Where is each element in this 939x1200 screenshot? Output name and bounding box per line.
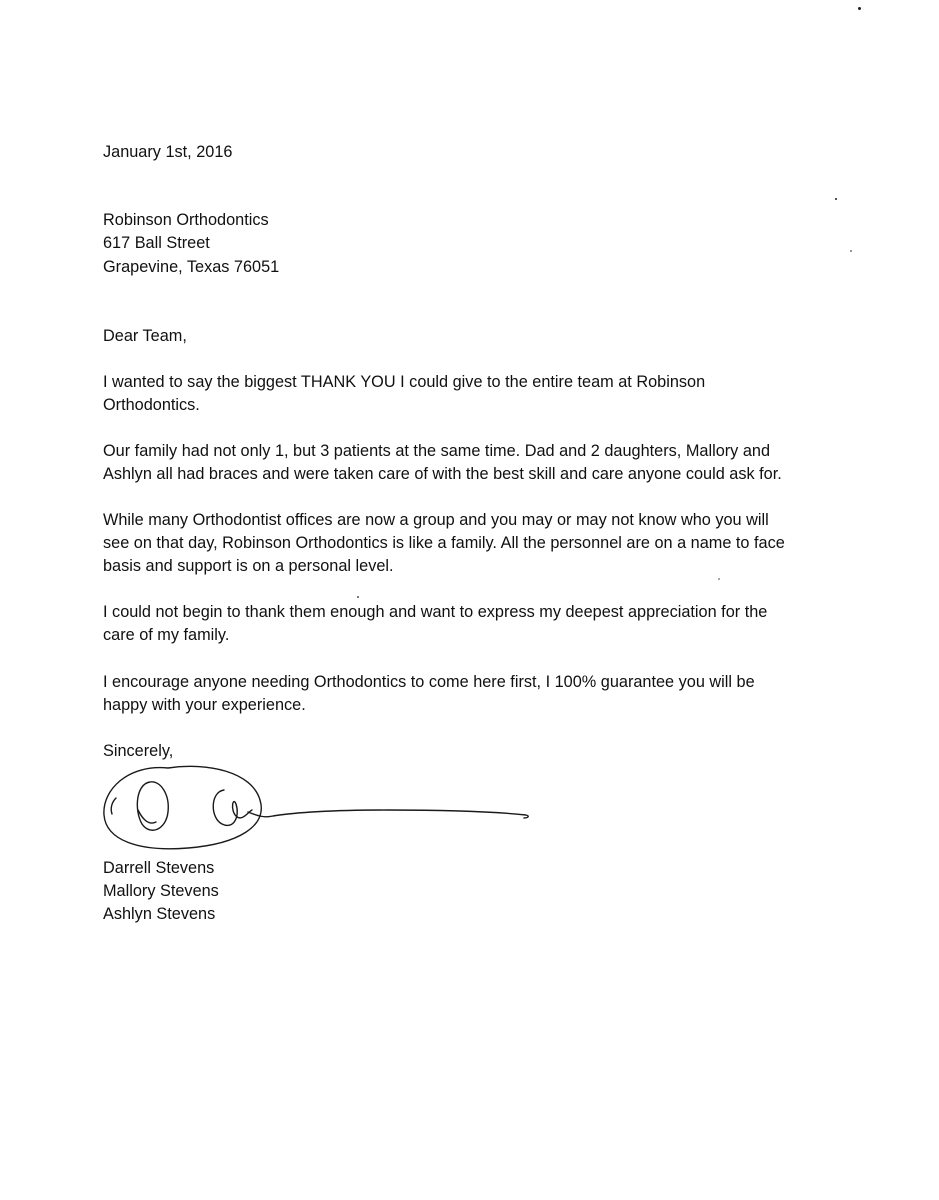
- scan-speck: [850, 250, 852, 252]
- signatory-3: Ashlyn Stevens: [103, 905, 216, 923]
- paragraph-3-line-2: see on that day, Robinson Orthodontics is like a family. All the personnel are on a name to face: [103, 534, 785, 552]
- paragraph-5-line-1: I encourage anyone needing Orthodontics to come here first, I 100% guarantee you will be: [103, 673, 755, 691]
- handwritten-signature: [98, 760, 538, 850]
- recipient-street: 617 Ball Street: [103, 234, 210, 252]
- signatory-1: Darrell Stevens: [103, 859, 215, 877]
- paragraph-4-line-2: care of my family.: [103, 626, 230, 644]
- paragraph-3-line-1: While many Orthodontist offices are now a group and you may or may not know who you will: [103, 511, 769, 529]
- closing: Sincerely,: [103, 742, 174, 760]
- paragraph-2-line-2: Ashlyn all had braces and were taken care of with the best skill and care anyone could ask for.: [103, 465, 782, 483]
- scan-speck: [835, 198, 837, 200]
- recipient-city: Grapevine, Texas 76051: [103, 258, 280, 276]
- letter-date: January 1st, 2016: [103, 143, 233, 161]
- paragraph-5-line-2: happy with your experience.: [103, 696, 306, 714]
- scan-speck: [357, 596, 359, 598]
- paragraph-1-line-1: I wanted to say the biggest THANK YOU I could give to the entire team at Robinson: [103, 373, 706, 391]
- paragraph-3-line-3: basis and support is on a personal level.: [103, 557, 394, 575]
- scan-speck: [858, 7, 861, 10]
- scan-speck: [718, 578, 720, 580]
- paragraph-2-line-1: Our family had not only 1, but 3 patients at the same time. Dad and 2 daughters, Mallory and: [103, 442, 770, 460]
- salutation: Dear Team,: [103, 327, 187, 345]
- paragraph-4-line-1: I could not begin to thank them enough and want to express my deepest appreciation for the: [103, 603, 768, 621]
- paragraph-1-line-2: Orthodontics.: [103, 396, 200, 414]
- signatory-2: Mallory Stevens: [103, 882, 219, 900]
- recipient-name: Robinson Orthodontics: [103, 211, 269, 229]
